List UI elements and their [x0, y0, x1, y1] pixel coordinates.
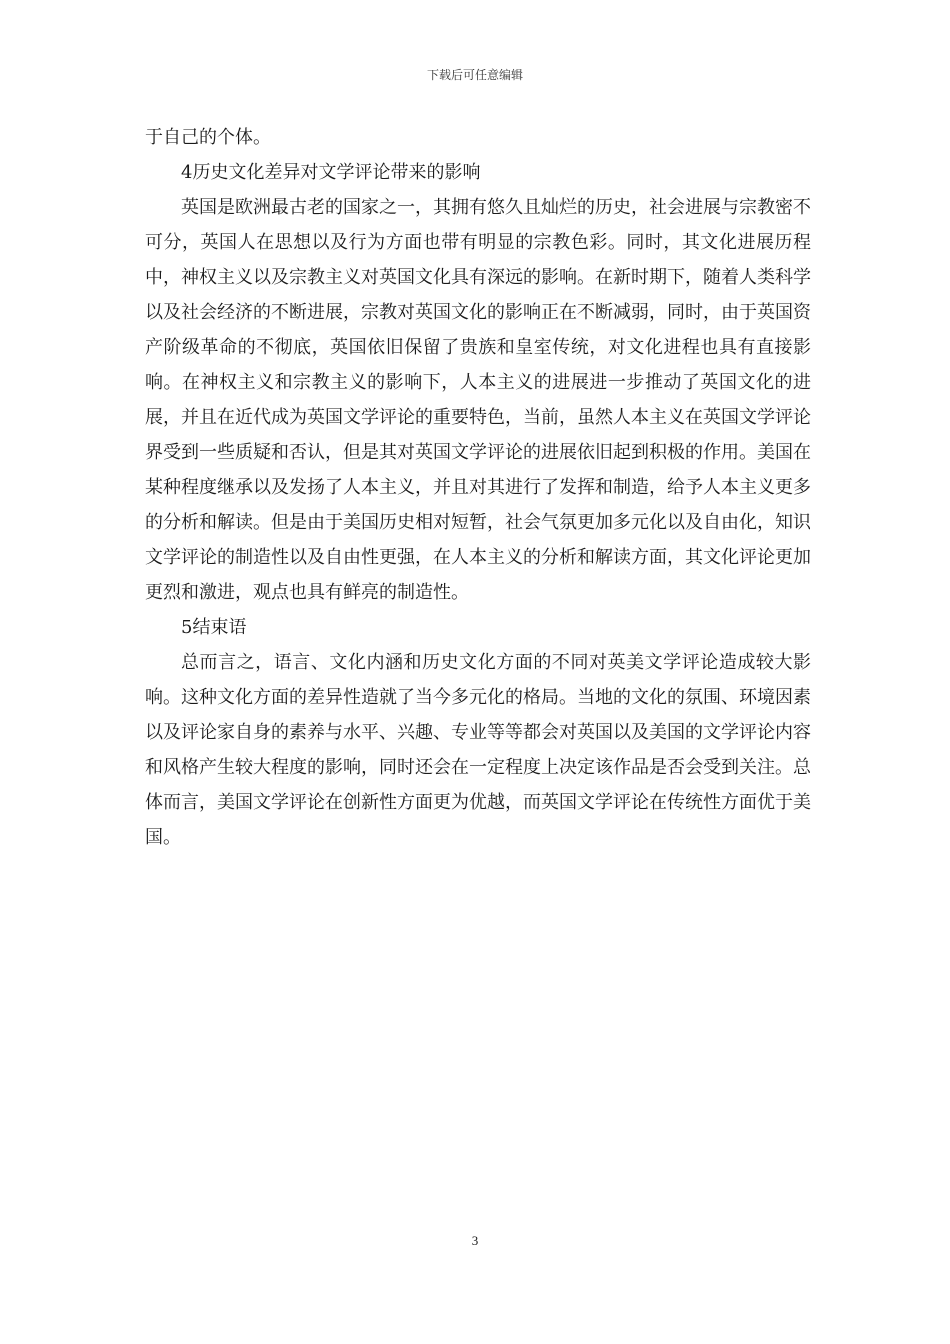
page-number: 3 [471, 1233, 479, 1248]
page-header: 下载后可任意编辑 [426, 68, 523, 82]
document-body [145, 120, 811, 855]
section-4-heading: 4历史文化差异对文学评论带来的影响 [181, 162, 481, 183]
section-5-heading: 5结束语 [181, 617, 247, 638]
section-5-paragraph: 总而言之，语言、文化内涵和历史文化方面的不同对英美文学评论造成较大影响。这种文化方面的差异性造就了当今多元化的格局。当地的文化的氛围、环境因素以及评论家自身的素养与水平、兴趣、专业等等都会对英国以及美国的文学评论内容和风格产生较大程度的影响，同时还会在一定程度上决定该作品是否会受到关注。总体而言，美国文学评论在创新性方面更为优越，而英国文学评论在传统性方面优于美国。 [145, 652, 811, 848]
continuation-text: 于自己的个体。 [145, 127, 271, 148]
section-4-paragraph: 英国是欧洲最古老的国家之一，其拥有悠久且灿烂的历史，社会进展与宗教密不可分，英国人在思想以及行为方面也带有明显的宗教色彩。同时，其文化进展历程中，神权主义以及宗教主义对英国文化具有深远的影响。在新时期下，随着人类科学以及社会经济的不断进展，宗教对英国文化的影响正在不断减弱，同时，由于英国资产阶级革命的不彻底，英国依旧保留了贵族和皇室传统，对文化进程也具有直接影响。在神权主义和宗教主义的影响下，人本主义的进展进一步推动了英国文化的进展，并且在近代成为英国文学评论的重要特色，当前，虽然人本主义在英国文学评论界受到一些质疑和否认，但是其对英国文学评论的进展依旧起到积极的作用。美国在某种程度继承以及发扬了人本主义，并且对其进行了发挥和制造，给予人本主义更多的分析和解读。但是由于美国历史相对短暂，社会气氛更加多元化以及自由化，知识文学评论的制造性以及自由性更强，在人本主义的分析和解读方面，其文化评论更加更烈和激进，观点也具有鲜亮的制造性。 [145, 197, 811, 603]
